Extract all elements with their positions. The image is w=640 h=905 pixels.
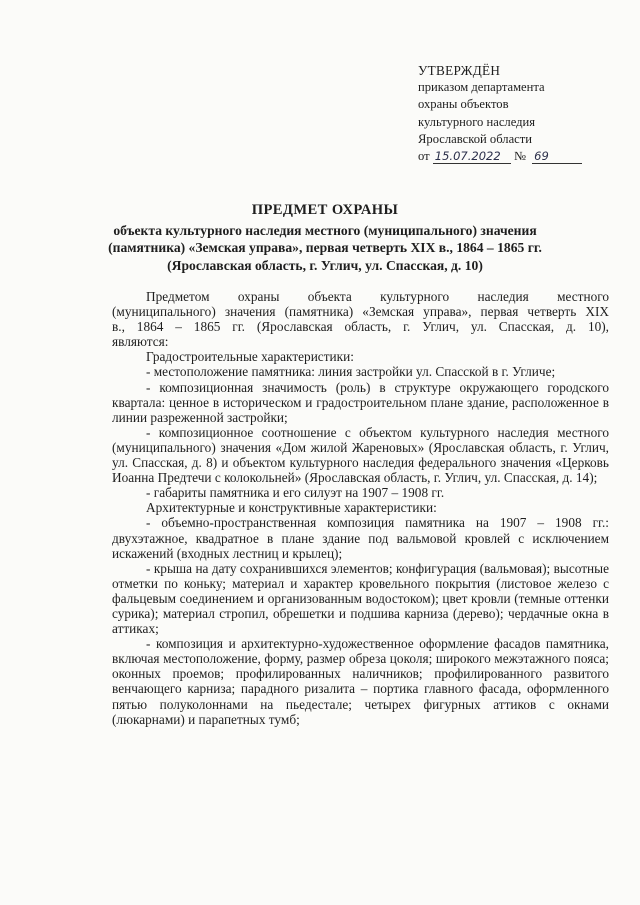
approval-date-number-row [418, 148, 618, 165]
document-body [112, 289, 609, 727]
document-subtitle [100, 222, 550, 274]
list-item: - объемно-пространственная композиция памятника на 1907 – 1908 гг.: двухэтажное, квадратное в плане здание под вальмовой кровлей с исключением искажений (входных лестниц и крылец); [112, 515, 609, 561]
number-prefix: № [513, 149, 526, 164]
document-title: ПРЕДМЕТ ОХРАНЫ [251, 202, 399, 218]
date-prefix: от [418, 149, 430, 164]
section-heading-architecture: Архитектурные и конструктивные характеристики: [146, 500, 437, 516]
list-item: - крыша на дату сохранившихся элементов; конфигурация (вальмовая); высотные отметки по коньку; материал и характер кровельного покрытия (листовое железо с фальцевым соединением и организованным водостоком); цвет кровли (темные оттенки сурика); материал стропил, обрешетки и подшива карниза (дерево); чердачные окна в аттиках; [112, 560, 609, 637]
list-item: - композиционное соотношение с объектом культурного наследия местного (муниципального) значения «Дом жилой Жареновых» (Ярославская область, г. Углич, ул. Спасская, д. 8) и объектом культурного наследия федерального значения «Церковь Иоанна Предтечи с колокольней» (Ярославская область, г. Углич, ул. Спасская, д. 14); [112, 424, 609, 486]
approval-stamp-block [418, 62, 618, 165]
handwritten-number: 69 [532, 150, 582, 164]
list-item: - габариты памятника и его силуэт на 1907 – 1908 гг. [146, 485, 445, 501]
list-item: - композиция и архитектурно-художественное оформление фасадов памятника, включая местоположение, форму, размер обреза цоколя; широкого межэтажного пояса; оконных проемов; профилированных наличников; профилированного развитого венчающего карниза; парадного ризалита – портика главного фасада, оформленного пятью полуколоннами на пьедестале; четырех фигурных аттиков с окнами (люкарнами) и парапетных тумб; [112, 636, 609, 727]
approval-line: приказом департамента [418, 80, 545, 95]
approval-heading: УТВЕРЖДЁН [418, 63, 501, 78]
subtitle-line: (Ярославская область, г. Углич, ул. Спасская, д. 10) [167, 257, 483, 273]
intro-paragraph: Предметом охраны объекта культурного наследия местного (муниципального) значения (памятника) «Земская управа», первая четверть XIX в., 1864 – 1865 гг. (Ярославская область, г. Углич, ул. Спасская, д. 10), являются: [112, 289, 609, 350]
section-heading-urban: Градостроительные характеристики: [146, 349, 354, 365]
subtitle-line: (памятника) «Земская управа», первая четверть XIX в., 1864 – 1865 гг. [108, 240, 542, 256]
subtitle-line: объекта культурного наследия местного (муниципального) значения [113, 223, 537, 238]
approval-line: охраны объектов [418, 97, 509, 112]
list-item: - композиционная значимость (роль) в структуре окружающего городского квартала: ценное в историческом и градостроительном плане здание, расположенное в линии разреженной застройки; [112, 379, 609, 425]
handwritten-date: 15.07.2022 [433, 150, 511, 164]
list-item: - местоположение памятника: линия застройки ул. Спасской в г. Угличе; [146, 364, 556, 380]
approval-line: Ярославской области [418, 131, 532, 146]
approval-line: культурного наследия [418, 114, 536, 129]
